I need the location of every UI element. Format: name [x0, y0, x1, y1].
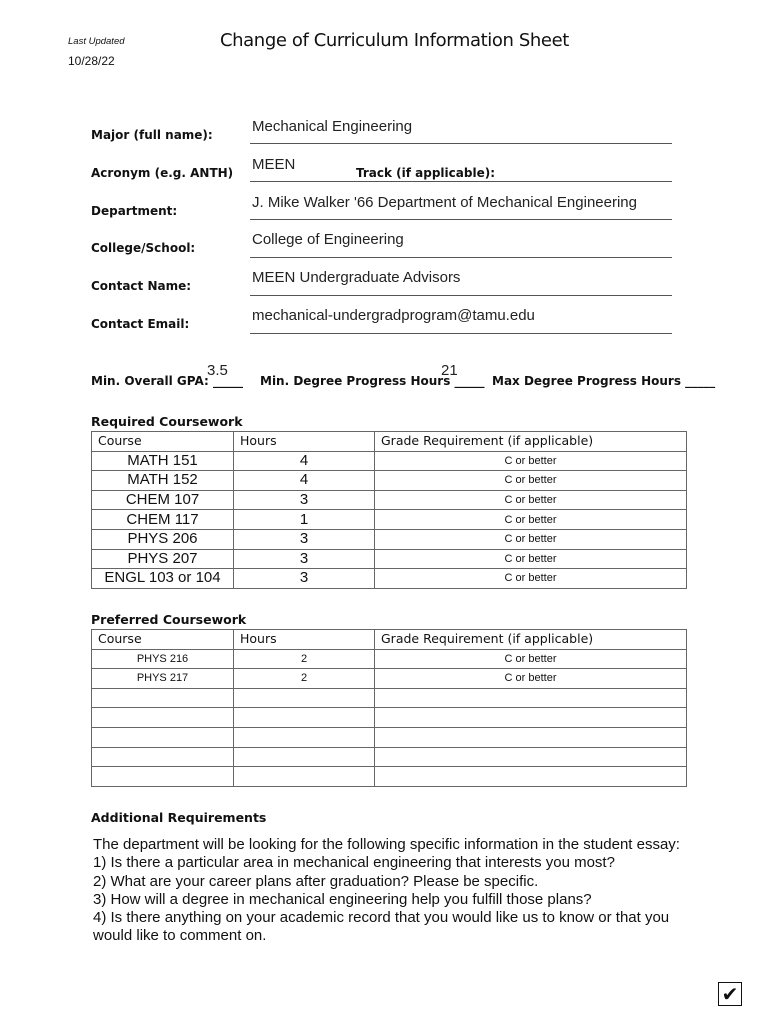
hours-cell[interactable]: 3: [234, 490, 375, 510]
required-coursework-title: Required Coursework: [91, 414, 243, 429]
hours-cell[interactable]: 3: [234, 549, 375, 569]
course-cell[interactable]: [92, 747, 234, 767]
track-label: Track (if applicable):: [356, 166, 495, 180]
hours-cell[interactable]: [234, 708, 375, 728]
course-cell[interactable]: CHEM 117: [92, 510, 234, 530]
course-cell[interactable]: CHEM 107: [92, 490, 234, 510]
course-cell[interactable]: [92, 708, 234, 728]
grade-cell[interactable]: [375, 727, 687, 747]
grade-cell[interactable]: C or better: [375, 510, 687, 530]
grade-cell[interactable]: [375, 708, 687, 728]
table-row: [92, 727, 687, 747]
table-row: [92, 669, 687, 689]
preferred-coursework-table: [91, 629, 687, 787]
grade-cell[interactable]: [375, 767, 687, 787]
table-row: [92, 510, 687, 530]
hours-cell[interactable]: 2: [234, 669, 375, 689]
course-cell[interactable]: PHYS 217: [92, 669, 234, 689]
additional-requirements-title: Additional Requirements: [91, 810, 267, 825]
table-header-row: [92, 630, 687, 650]
essay-line: 3) How will a degree in mechanical engineering help you fulfill those plans?: [93, 890, 592, 908]
major-label: Major (full name):: [91, 128, 213, 142]
column-header: Grade Requirement (if applicable): [375, 432, 687, 452]
column-header: Hours: [234, 630, 375, 650]
min-gpa-value[interactable]: 3.5: [207, 362, 228, 379]
grade-cell[interactable]: C or better: [375, 490, 687, 510]
course-cell[interactable]: [92, 688, 234, 708]
grade-cell[interactable]: C or better: [375, 471, 687, 491]
min-hours-value[interactable]: 21: [441, 362, 458, 379]
additional-requirements-text[interactable]: [93, 836, 680, 946]
hours-cell[interactable]: 4: [234, 471, 375, 491]
course-cell[interactable]: PHYS 206: [92, 529, 234, 549]
course-cell[interactable]: ENGL 103 or 104: [92, 569, 234, 589]
table-row: [92, 451, 687, 471]
grade-cell[interactable]: C or better: [375, 529, 687, 549]
hours-cell[interactable]: [234, 747, 375, 767]
college-label: College/School:: [91, 241, 196, 255]
grade-cell[interactable]: C or better: [375, 549, 687, 569]
contact-email-label: Contact Email:: [91, 317, 190, 331]
contact-name-underline: [250, 295, 672, 296]
table-row: [92, 529, 687, 549]
college-field[interactable]: College of Engineering: [252, 231, 404, 248]
hours-cell[interactable]: 3: [234, 529, 375, 549]
grade-cell[interactable]: [375, 688, 687, 708]
last-updated-date: 10/28/22: [68, 54, 115, 68]
grade-cell[interactable]: C or better: [375, 669, 687, 689]
table-row: [92, 569, 687, 589]
hours-cell[interactable]: [234, 767, 375, 787]
column-header: Hours: [234, 432, 375, 452]
hours-cell[interactable]: 1: [234, 510, 375, 530]
contact-name-label: Contact Name:: [91, 279, 192, 293]
grade-cell[interactable]: [375, 747, 687, 767]
hours-cell[interactable]: 2: [234, 649, 375, 669]
department-field[interactable]: J. Mike Walker '66 Department of Mechanical Engineering: [252, 194, 637, 211]
essay-line: The department will be looking for the following specific information in the student essay:: [93, 836, 680, 853]
table-row: [92, 747, 687, 767]
table-row: [92, 649, 687, 669]
course-cell[interactable]: [92, 727, 234, 747]
department-label: Department:: [91, 204, 178, 218]
course-cell[interactable]: PHYS 216: [92, 649, 234, 669]
column-header: Grade Requirement (if applicable): [375, 630, 687, 650]
college-underline: [250, 257, 672, 258]
page-title: Change of Curriculum Information Sheet: [220, 30, 569, 51]
essay-line: would like to comment on.: [93, 927, 267, 945]
hours-cell[interactable]: [234, 688, 375, 708]
table-row: [92, 490, 687, 510]
hours-cell[interactable]: [234, 727, 375, 747]
course-cell[interactable]: [92, 767, 234, 787]
grade-cell[interactable]: C or better: [375, 569, 687, 589]
hours-cell[interactable]: 3: [234, 569, 375, 589]
table-row: [92, 471, 687, 491]
essay-line: 2) What are your career plans after graduation? Please be specific.: [93, 872, 539, 890]
acronym-label: Acronym (e.g. ANTH): [91, 166, 234, 180]
contact-email-field[interactable]: mechanical-undergradprogram@tamu.edu: [252, 307, 535, 324]
table-row: [92, 688, 687, 708]
table-row: [92, 767, 687, 787]
acronym-field[interactable]: MEEN: [252, 156, 296, 173]
course-cell[interactable]: MATH 151: [92, 451, 234, 471]
course-cell[interactable]: PHYS 207: [92, 549, 234, 569]
min-gpa-label: Min. Overall GPA: _____: [91, 374, 243, 388]
major-underline: [250, 143, 672, 144]
major-field[interactable]: Mechanical Engineering: [252, 118, 413, 135]
table-row: [92, 708, 687, 728]
acronym-underline: [250, 181, 672, 182]
contact-name-field[interactable]: MEEN Undergraduate Advisors: [252, 269, 461, 286]
course-cell[interactable]: MATH 152: [92, 471, 234, 491]
min-hours-label: Min. Degree Progress Hours _____: [260, 374, 485, 388]
last-updated-label: Last Updated: [68, 36, 125, 47]
essay-line: 4) Is there anything on your academic record that you would like us to know or that you: [93, 909, 670, 927]
preferred-coursework-title: Preferred Coursework: [91, 612, 247, 627]
grade-cell[interactable]: C or better: [375, 649, 687, 669]
essay-line: 1) Is there a particular area in mechanical engineering that interests you most?: [93, 854, 615, 872]
table-row: [92, 549, 687, 569]
grade-cell[interactable]: C or better: [375, 451, 687, 471]
column-header: Course: [92, 432, 234, 452]
column-header: Course: [92, 630, 234, 650]
department-underline: [250, 219, 672, 220]
contact-email-underline: [250, 333, 672, 334]
required-coursework-table: [91, 431, 687, 589]
max-hours-label: Max Degree Progress Hours _____: [492, 374, 716, 388]
table-header-row: [92, 432, 687, 452]
confirm-checkbox[interactable]: ✔: [718, 982, 742, 1006]
hours-cell[interactable]: 4: [234, 451, 375, 471]
